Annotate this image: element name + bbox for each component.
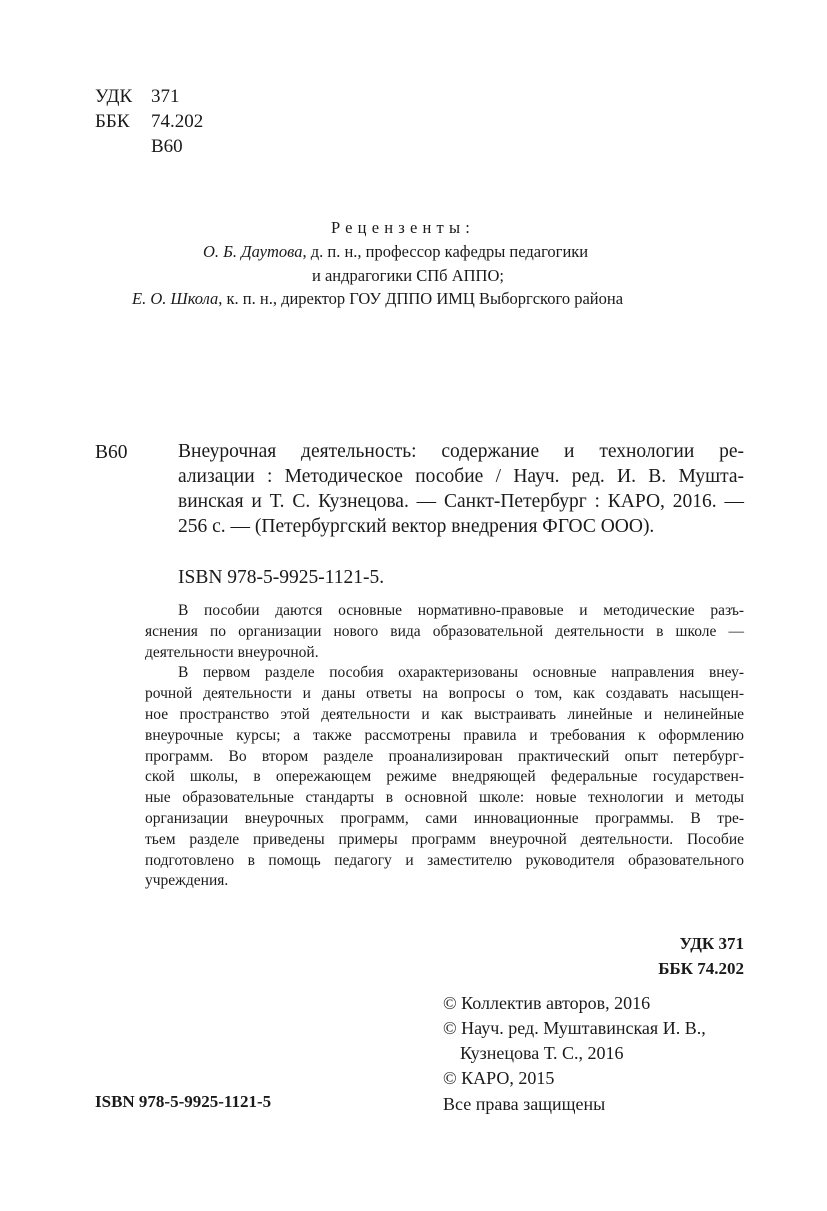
udk-code <box>95 85 180 109</box>
annotation-line: яснения по организации нового вида образовательной деятельности в школе — <box>145 622 744 640</box>
annotation-line: тьем разделе приведены примеры программ внеурочной деятельности. Пособие <box>145 830 744 848</box>
copyright-authors: © Коллектив авторов, 2016 <box>443 993 651 1013</box>
annotation-line: ской школы, в опережающем режиме внедряющей федеральные государствен- <box>145 768 744 786</box>
author-sign-top: В60 <box>151 136 183 157</box>
reviewer-1 <box>203 242 588 262</box>
reviewer-1-line2: и андрагогики СПб АППО; <box>312 266 504 285</box>
record-line: винская и Т. С. Кузнецова. — Санкт-Петербург : КАРО, 2016. — <box>178 491 744 512</box>
annotation-line: организации внеурочных программ, сами инновационные программы. В тре- <box>145 809 744 827</box>
copyright-editors: © Науч. ред. Муштавинская И. В., <box>443 1018 706 1038</box>
annotation-line: программ. Во втором разделе проанализирован практический опыт петербург- <box>145 747 744 765</box>
rights-reserved: Все права защищены <box>443 1094 606 1114</box>
bibliographic-record <box>178 439 744 539</box>
annotation-line: ное пространство этой деятельности и как выстраивать линейные и нелинейные <box>145 705 744 723</box>
annotation-line: В пособии даются основные нормативно-правовые и методические разъ- <box>178 602 744 619</box>
record-line: 256 с. — (Петербургский вектор внедрения ФГОС ООО). <box>178 516 655 537</box>
annotation-line: подготовлено в помощь педагогу и заместителю руководителя образовательного <box>145 851 744 869</box>
record-isbn: ISBN 978-5-9925-1121-5. <box>178 567 385 588</box>
annotation-line: ные образовательные стандарты в основной школе: новые технологии и методы <box>145 789 744 807</box>
copyright-publisher: © КАРО, 2015 <box>443 1068 555 1088</box>
reviewer-1-name: О. Б. Даутова <box>203 242 303 261</box>
udk-label: УДК <box>95 86 133 107</box>
reviewer-2-name: Е. О. Школа <box>132 289 219 308</box>
annotation-line: учреждения. <box>145 872 229 890</box>
record-line: ализации : Методическое пособие / Науч. ред. И. В. Мушта- <box>178 466 744 487</box>
udk-code-bold: УДК 371 <box>679 934 744 953</box>
reviewers-title: Рецензенты: <box>331 218 476 237</box>
record-sign: В60 <box>95 442 128 463</box>
isbn-bottom: ISBN 978-5-9925-1121-5 <box>95 1092 272 1111</box>
reviewer-2 <box>132 289 623 309</box>
annotation-line: В первом разделе пособия охарактеризованы основные направления внеу- <box>178 664 744 682</box>
bbk-value: 74.202 <box>151 111 204 132</box>
bbk-code-bold: ББК 74.202 <box>658 959 744 978</box>
annotation-line: рочной деятельности и даны ответы на вопросы о том, как создавать насыщен- <box>145 685 744 703</box>
annotation-line: деятельности внеурочной. <box>145 643 319 661</box>
bbk-label: ББК <box>95 111 130 132</box>
bbk-code <box>95 110 203 134</box>
reviewer-1-info: , д. п. н., профессор кафедры педагогики <box>302 242 589 261</box>
reviewer-2-info: , к. п. н., директор ГОУ ДППО ИМЦ Выборгского района <box>218 289 624 308</box>
annotation <box>145 601 744 892</box>
copyright-editors-cont: Кузнецова Т. С., 2016 <box>460 1043 624 1063</box>
udk-value: 371 <box>151 86 180 107</box>
record-line: Внеурочная деятельность: содержание и технологии ре- <box>178 441 744 462</box>
annotation-line: внеурочные курсы; а также рассмотрены правила и требования к оформлению <box>145 726 744 744</box>
